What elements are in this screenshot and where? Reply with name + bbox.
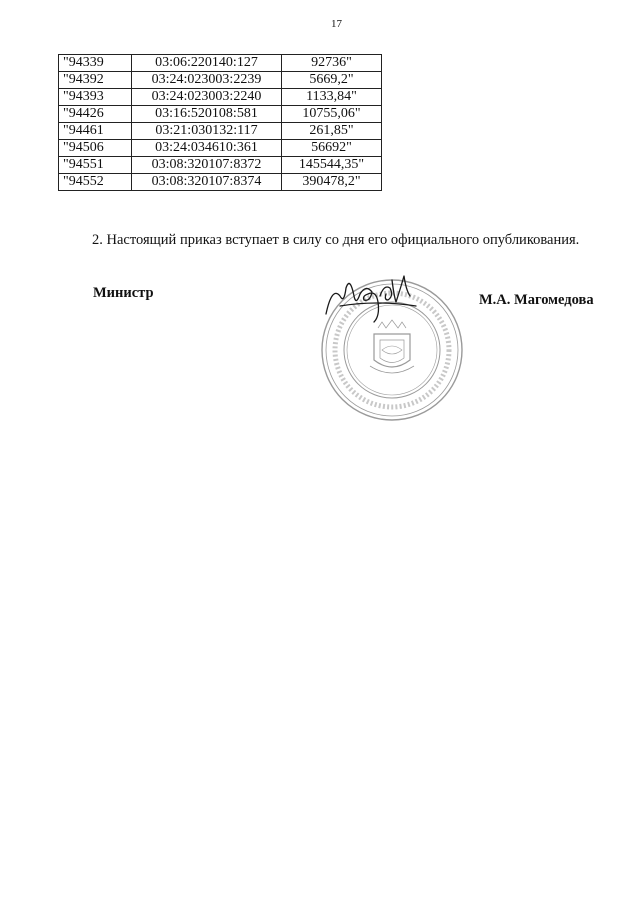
cadastral-number-cell: 03:24:023003:2240: [132, 89, 282, 106]
table-row: [59, 106, 382, 123]
clause-2-text: 2. Настоящий приказ вступает в силу со дня его официального опубликования.: [92, 232, 580, 248]
area-cell: 56692": [282, 140, 382, 157]
cadastral-number-cell: 03:08:320107:8374: [132, 174, 282, 191]
area-cell: 261,85": [282, 123, 382, 140]
signature-icon: [320, 266, 440, 324]
table-row: [59, 157, 382, 174]
area-cell: 145544,35": [282, 157, 382, 174]
cadastral-table: [58, 54, 382, 191]
table-row: [59, 89, 382, 106]
row-number-cell: "94506: [59, 140, 132, 157]
cadastral-number-cell: 03:08:320107:8372: [132, 157, 282, 174]
cadastral-number-cell: 03:24:023003:2239: [132, 72, 282, 89]
row-number-cell: "94552: [59, 174, 132, 191]
area-cell: 1133,84": [282, 89, 382, 106]
table-row: [59, 55, 382, 72]
page-number: 17: [331, 18, 342, 30]
row-number-cell: "94551: [59, 157, 132, 174]
area-cell: 92736": [282, 55, 382, 72]
signer-name: М.А. Магомедова: [479, 292, 594, 308]
table-row: [59, 140, 382, 157]
area-cell: 390478,2": [282, 174, 382, 191]
table-row: [59, 174, 382, 191]
row-number-cell: "94461: [59, 123, 132, 140]
table-row: [59, 123, 382, 140]
area-cell: 10755,06": [282, 106, 382, 123]
row-number-cell: "94339: [59, 55, 132, 72]
cadastral-number-cell: 03:24:034610:361: [132, 140, 282, 157]
cadastral-number-cell: 03:06:220140:127: [132, 55, 282, 72]
row-number-cell: "94392: [59, 72, 132, 89]
table-row: [59, 72, 382, 89]
area-cell: 5669,2": [282, 72, 382, 89]
cadastral-number-cell: 03:21:030132:117: [132, 123, 282, 140]
row-number-cell: "94426: [59, 106, 132, 123]
signer-position: Министр: [93, 285, 154, 301]
cadastral-number-cell: 03:16:520108:581: [132, 106, 282, 123]
row-number-cell: "94393: [59, 89, 132, 106]
